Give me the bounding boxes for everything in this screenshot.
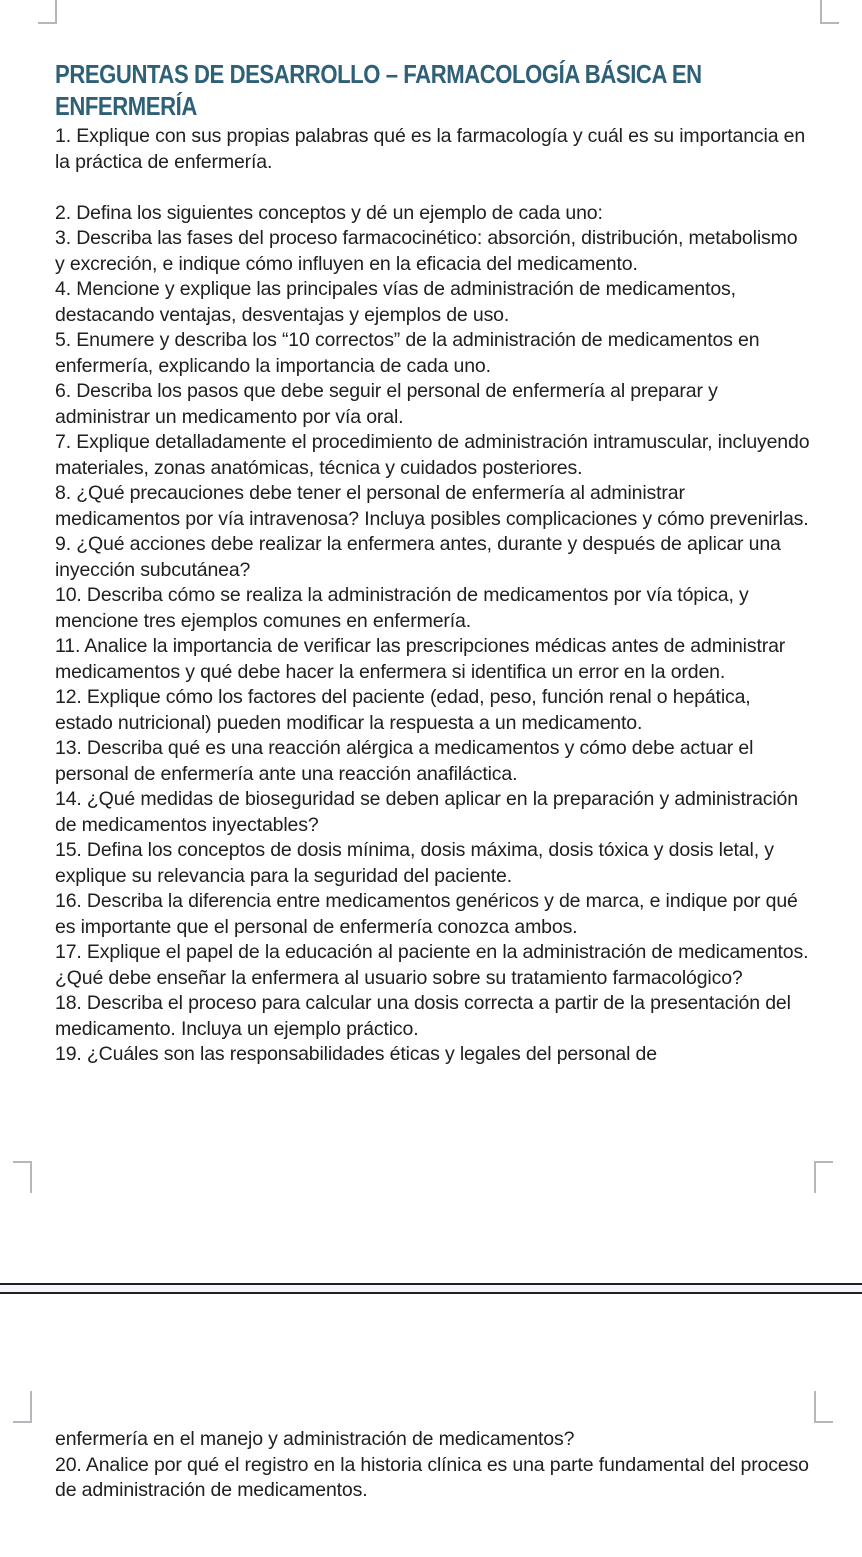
page-break-band xyxy=(0,1285,862,1292)
blank-line xyxy=(55,175,811,201)
paragraph: 6. Describa los pasos que debe seguir el personal de enfermería al preparar y administrar un medicamento por vía oral. xyxy=(55,380,718,428)
page-corner-mark xyxy=(814,1391,833,1423)
page-break-separator xyxy=(0,1283,862,1294)
paragraph: 17. Explique el papel de la educación al paciente en la administración de medicamentos. ¿Qué debe enseñar la enfermera al usuario sobre su tratamiento farmacológico? xyxy=(55,941,809,989)
page-break-line xyxy=(0,1292,862,1294)
paragraph: 14. ¿Qué medidas de bioseguridad se deben aplicar en la preparación y administración de medicamentos inyectables? xyxy=(55,788,798,836)
paragraph: 2. Defina los siguientes conceptos y dé un ejemplo de cada uno: xyxy=(55,201,603,224)
page2-paragraphs xyxy=(55,1427,811,1504)
page-corner-mark xyxy=(820,0,839,24)
paragraph: 15. Defina los conceptos de dosis mínima, dosis máxima, dosis tóxica y dosis letal, y explique su relevancia para la seguridad del paciente. xyxy=(55,839,774,887)
paragraph: 12. Explique cómo los factores del paciente (edad, peso, función renal o hepática, estado nutricional) pueden modificar la respuesta a un medicamento. xyxy=(55,686,751,734)
document-title: PREGUNTAS DE DESARROLLO – FARMACOLOGÍA BÁSICA EN ENFERMERÍA xyxy=(55,59,702,121)
paragraph: 13. Describa qué es una reacción alérgica a medicamentos y cómo debe actuar el personal de enfermería ante una reacción anafiláctica. xyxy=(55,737,754,785)
paragraph: 1. Explique con sus propias palabras qué es la farmacología y cuál es su importancia en la práctica de enfermería. xyxy=(55,125,806,173)
paragraph: enfermería en el manejo y administración de medicamentos? xyxy=(55,1428,575,1450)
paragraph: 4. Mencione y explique las principales vías de administración de medicamentos, destacando ventajas, desventajas y ejemplos de uso. xyxy=(55,278,736,326)
page1-questions xyxy=(55,124,811,1068)
paragraph: 8. ¿Qué precauciones debe tener el personal de enfermería al administrar medicamentos por vía intravenosa? Incluya posibles complicaciones y cómo prevenirlas. xyxy=(55,482,809,530)
paragraph: 20. Analice por qué el registro en la historia clínica es una parte fundamental del proceso de administración de medicamentos. xyxy=(55,1453,809,1501)
page-corner-mark xyxy=(13,1161,32,1193)
page-corner-mark xyxy=(814,1161,833,1193)
page-corner-mark xyxy=(38,0,57,24)
paragraph: 3. Describa las fases del proceso farmacocinético: absorción, distribución, metabolismo y excreción, e indique cómo influyen en la eficacia del medicamento. xyxy=(55,227,798,275)
paragraph: 11. Analice la importancia de verificar las prescripciones médicas antes de administrar medicamentos y qué debe hacer la enfermera si identifica un error en la orden. xyxy=(55,635,786,683)
paragraph: 10. Describa cómo se realiza la administración de medicamentos por vía tópica, y mencione tres ejemplos comunes en enfermería. xyxy=(55,584,749,632)
paragraph: 7. Explique detalladamente el procedimiento de administración intramuscular, incluyendo materiales, zonas anatómicas, técnica y cuidados posteriores. xyxy=(55,431,810,479)
paragraph: 9. ¿Qué acciones debe realizar la enfermera antes, durante y después de aplicar una inyección subcutánea? xyxy=(55,533,781,581)
paragraph: 16. Describa la diferencia entre medicamentos genéricos y de marca, e indique por qué es importante que el personal de enfermería conozca ambos. xyxy=(55,890,798,938)
page-corner-mark xyxy=(13,1391,32,1423)
paragraph: 19. ¿Cuáles son las responsabilidades éticas y legales del personal de xyxy=(55,1043,657,1065)
paragraph: 5. Enumere y describa los “10 correctos” de la administración de medicamentos en enfermería, explicando la importancia de cada uno. xyxy=(55,329,760,377)
paragraph: 18. Describa el proceso para calcular una dosis correcta a partir de la presentación del medicamento. Incluya un ejemplo práctico. xyxy=(55,992,791,1040)
